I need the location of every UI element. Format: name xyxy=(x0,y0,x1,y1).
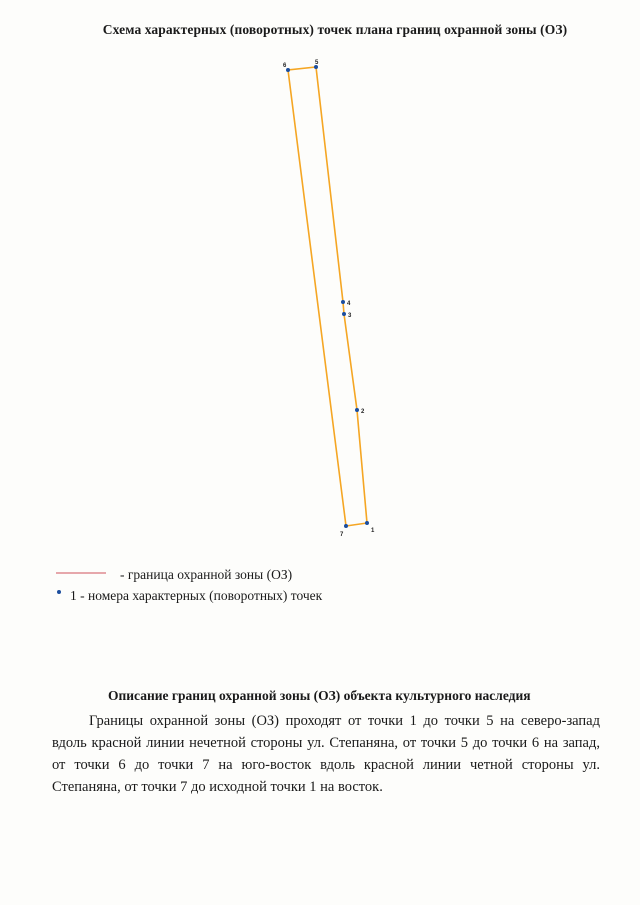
legend-point-text: 1 - номера характерных (поворотных) точек xyxy=(70,588,323,603)
protection-zone-boundary xyxy=(288,67,367,526)
scheme-title: Схема характерных (поворотных) точек плана границ охранной зоны (ОЗ) xyxy=(102,22,568,37)
turning-point-label-5: 5 xyxy=(315,60,319,66)
turning-point-label-1: 1 xyxy=(371,528,375,534)
description-title: Описание границ охранной зоны (ОЗ) объекта культурного наследия xyxy=(108,688,531,703)
description-text: Границы охранной зоны (ОЗ) проходят от точки 1 до точки 5 на северо-запад вдоль красной линии нечетной стороны ул. Степаняна, от точки 5 до точки 6 на запад, от точки 6 до точки 7 на юго-восток вдоль красной линии четной стороны ул. Степаняна, от точки 7 до исходной точки 1 на восток. xyxy=(52,713,600,795)
legend-boundary-text: - граница охранной зоны (ОЗ) xyxy=(120,567,293,582)
turning-point-1 xyxy=(365,521,369,525)
legend-boundary-line-sample xyxy=(56,572,106,574)
turning-point-label-2: 2 xyxy=(361,409,365,415)
turning-point-label-6: 6 xyxy=(283,63,287,69)
legend-point-sample xyxy=(57,590,61,594)
turning-point-label-7: 7 xyxy=(340,532,344,538)
turning-point-3 xyxy=(342,312,346,316)
turning-point-4 xyxy=(341,300,345,304)
turning-point-7 xyxy=(344,524,348,528)
turning-point-2 xyxy=(355,408,359,412)
turning-point-label-4: 4 xyxy=(347,301,351,307)
turning-point-6 xyxy=(286,68,290,72)
turning-point-label-3: 3 xyxy=(348,313,352,319)
